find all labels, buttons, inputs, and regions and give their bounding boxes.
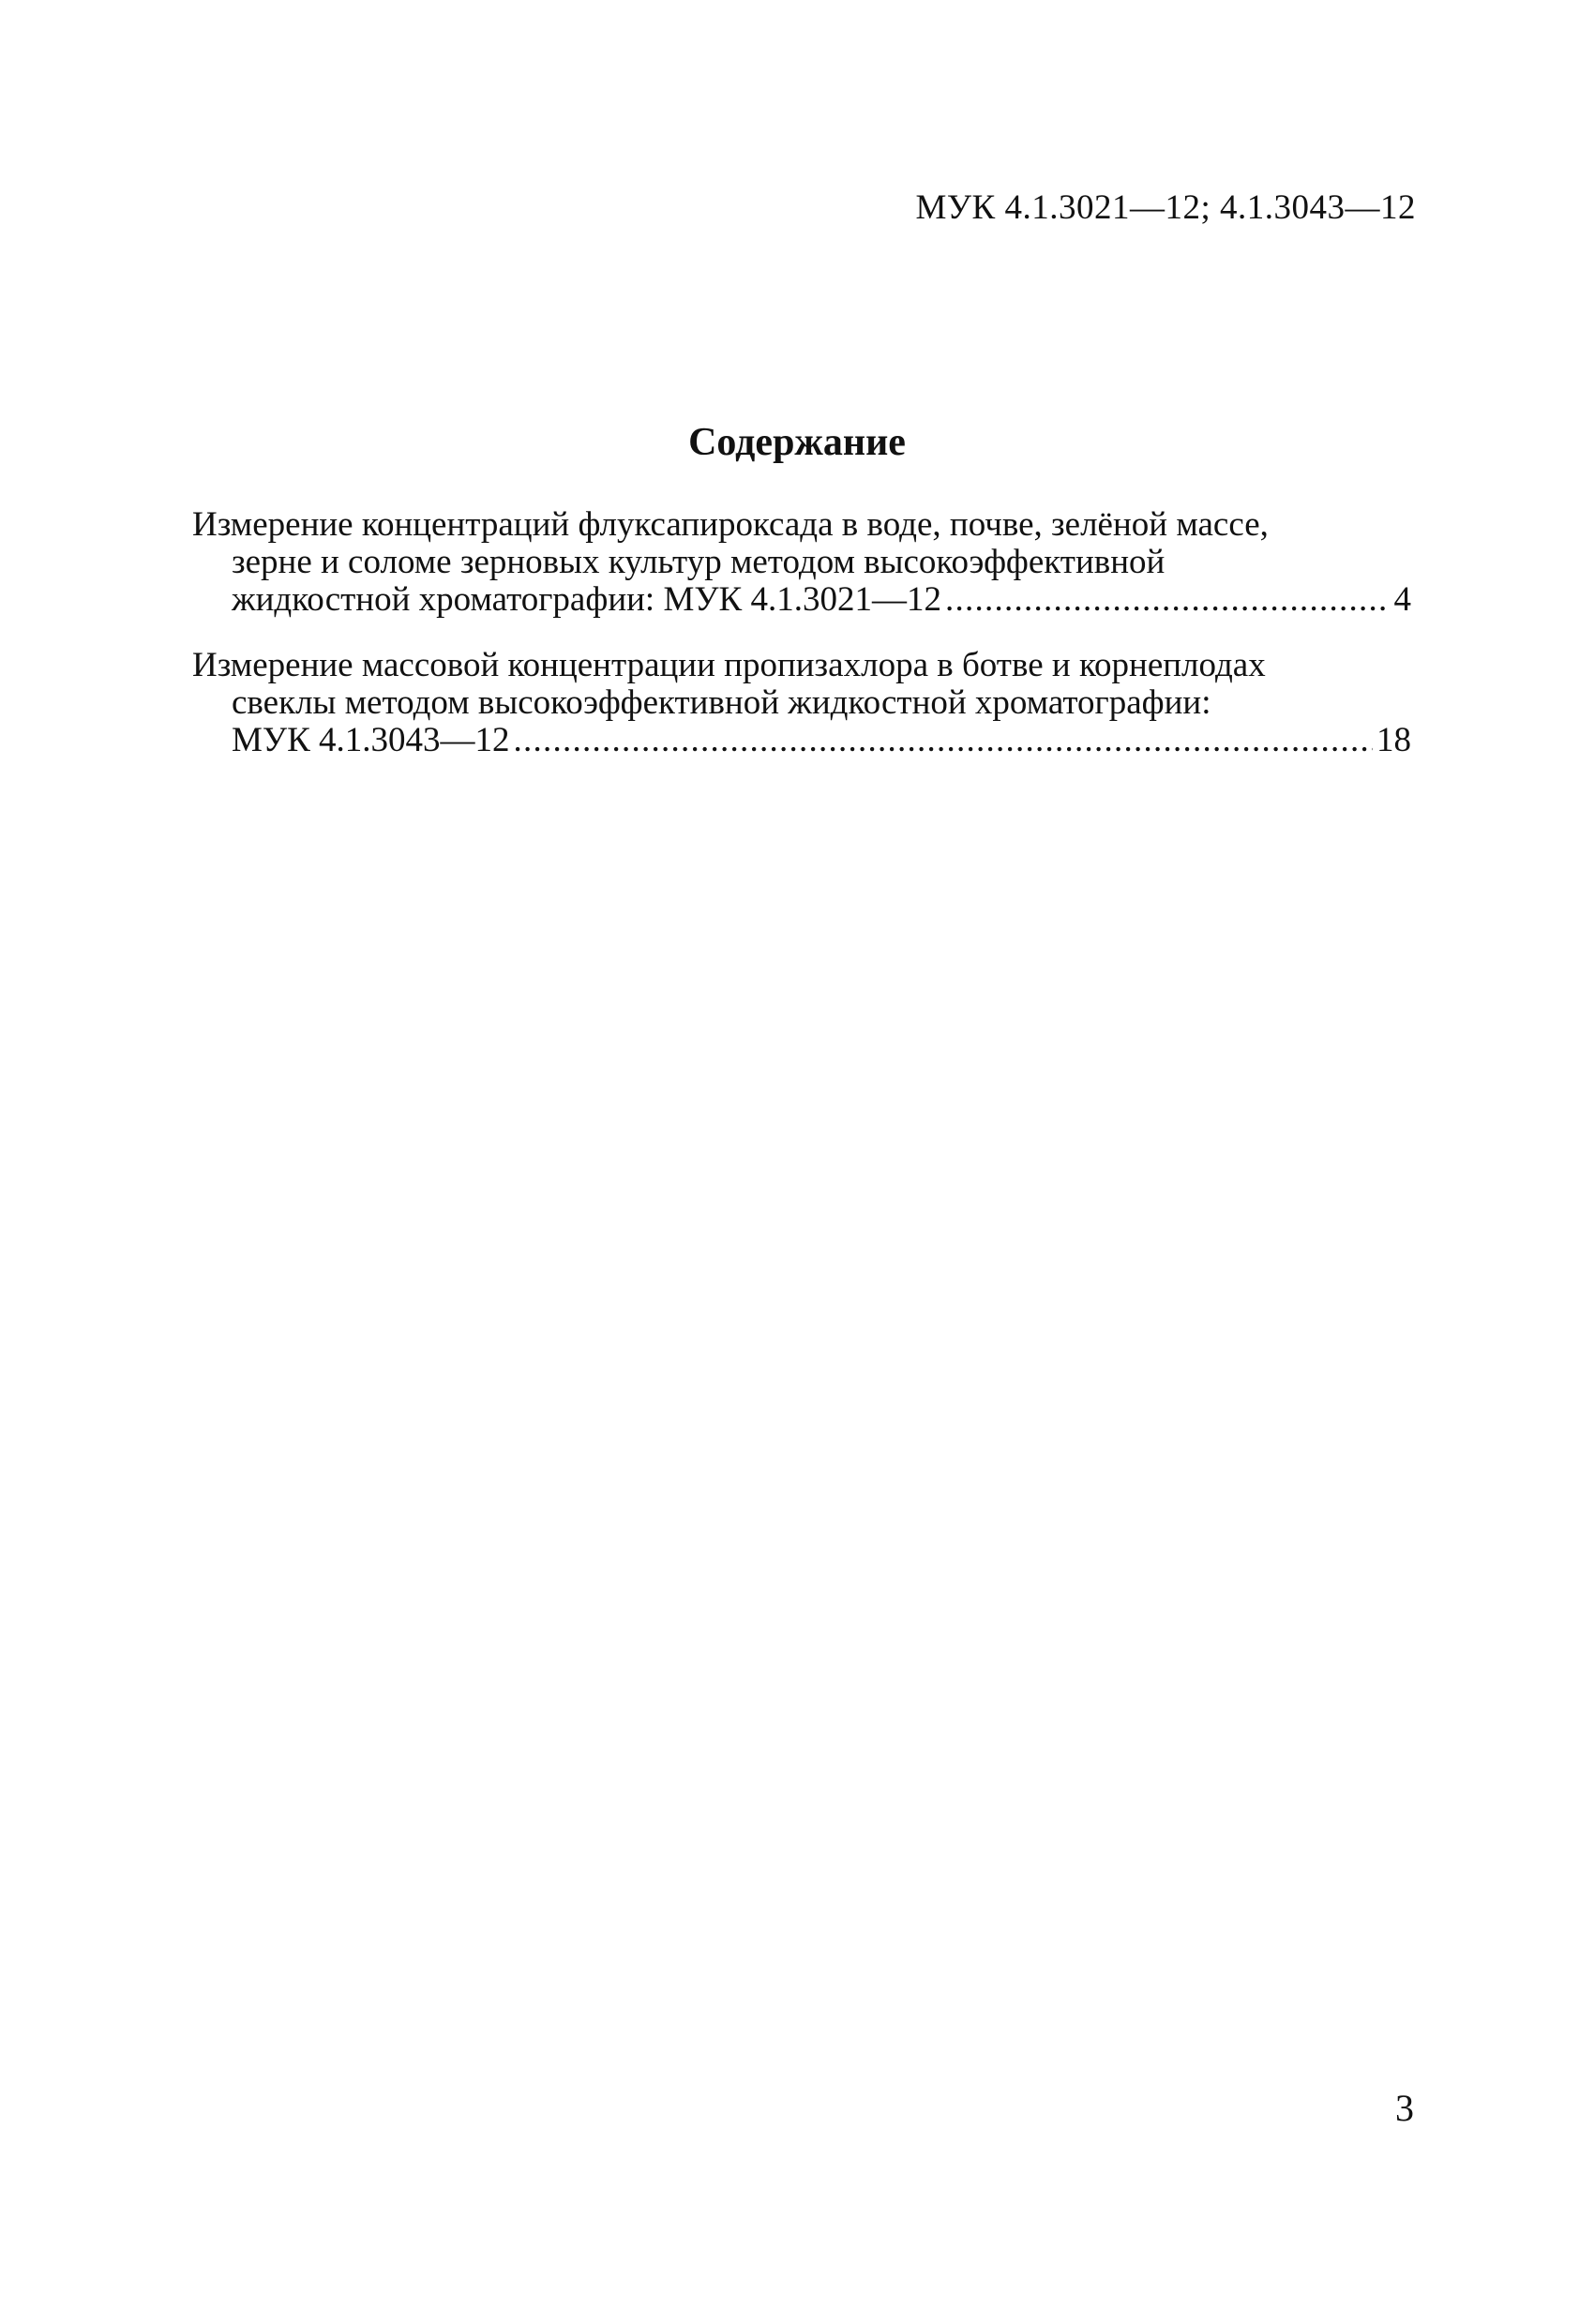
toc-entry-line: свеклы методом высокоэффективной жидкостной хроматографии: xyxy=(232,683,1211,722)
toc-entry-propisochlor[interactable] xyxy=(192,647,1411,759)
toc-entry-line: зерне и соломе зерновых культур методом высокоэффективной xyxy=(232,543,1165,581)
toc-entry-last-line xyxy=(192,722,1411,759)
toc-entry-line: жидкостной хроматографии: МУК 4.1.3021—12 xyxy=(232,580,941,619)
toc-entry-page-number: 4 xyxy=(1393,580,1411,619)
document-code-header: МУК 4.1.3021—12; 4.1.3043—12 xyxy=(915,188,1416,227)
toc-entry-last-line xyxy=(192,581,1411,619)
toc-entry-line: Измерение концентраций флуксапироксада в воде, почве, зелёной массе, xyxy=(192,505,1269,544)
toc-title: Содержание xyxy=(688,421,906,464)
toc-entry-line: Измерение массовой концентрации пропизахлора в ботве и корнеплодах xyxy=(192,646,1266,684)
table-of-contents xyxy=(192,506,1411,787)
toc-entry-page-number: 18 xyxy=(1376,721,1411,759)
dot-leader xyxy=(514,722,1373,759)
toc-entry-fluxapyroxad[interactable] xyxy=(192,506,1411,619)
toc-entry-line: МУК 4.1.3043—12 xyxy=(232,721,510,759)
dot-leader xyxy=(945,581,1391,619)
page-number: 3 xyxy=(1395,2087,1414,2129)
